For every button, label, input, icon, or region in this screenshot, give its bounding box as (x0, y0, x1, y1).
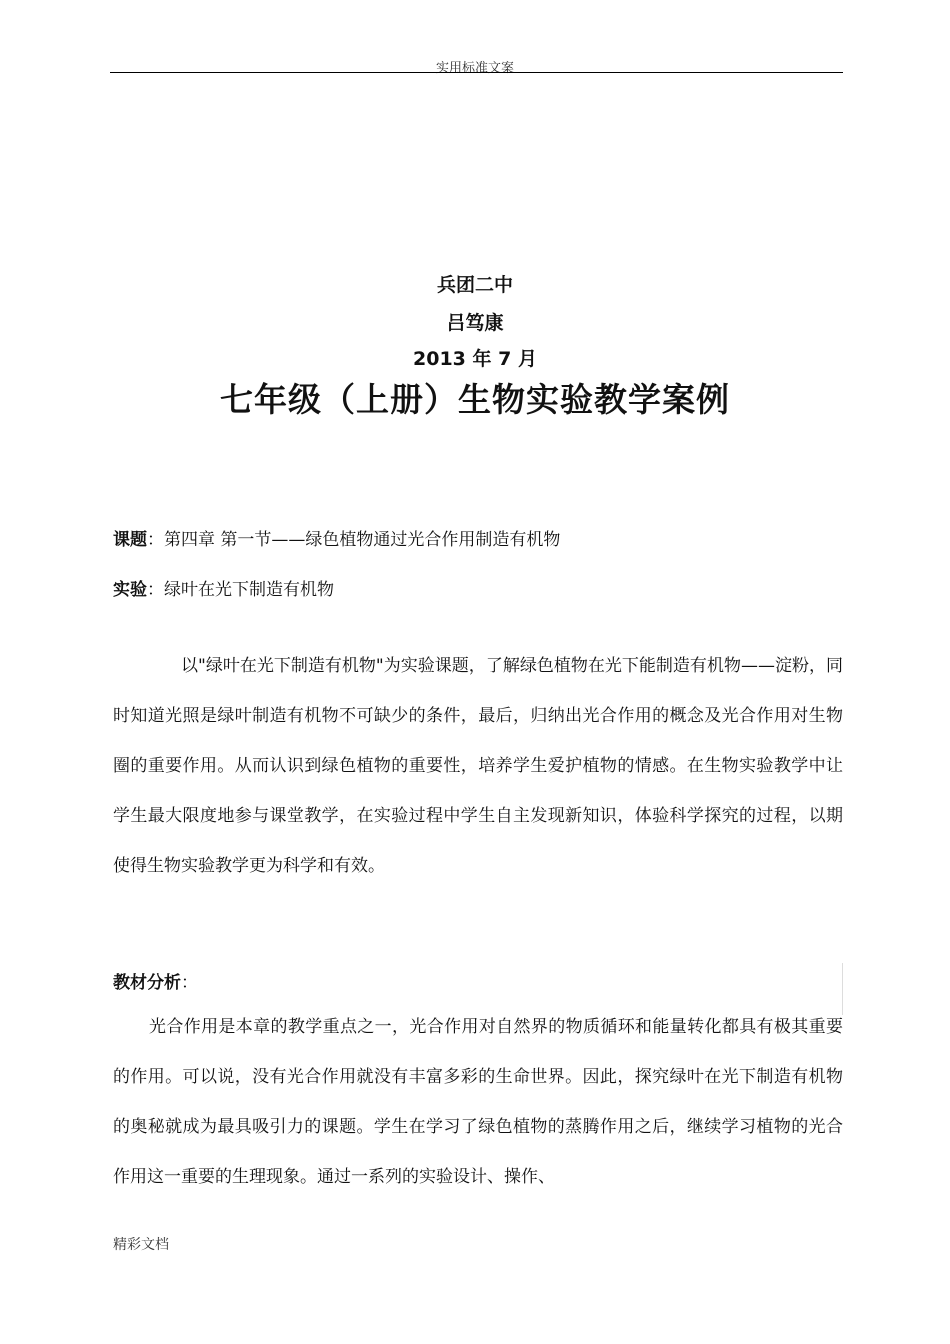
analysis-label: 教材分析 (113, 973, 181, 993)
experiment-line (113, 575, 334, 600)
analysis-heading (113, 968, 198, 993)
document-title: 七年级（上册）生物实验教学案例 (220, 380, 730, 419)
experiment-value: 绿叶在光下制造有机物 (164, 580, 334, 600)
page-header: 实用标准文案 (435, 61, 514, 76)
analysis-separator: ： (181, 973, 198, 993)
page-footer: 精彩文档 (113, 1237, 169, 1253)
subject-value: 第四章 第一节——绿色植物通过光合作用制造有机物 (164, 530, 561, 550)
analysis-paragraph: 光合作用是本章的教学重点之一，光合作用对自然界的物质循环和能量转化都具有极其重要的作用。可以说，没有光合作用就没有丰富多彩的生命世界。因此，探究绿叶在光下制造有机物的奥秘就成为最具吸引力的课题。学生在学习了绿色植物的蒸腾作用之后，继续学习植物的光合作用这一重要的生理现象。通过一系列的实验设计、操作、 (113, 1017, 843, 1187)
subject-line (113, 525, 560, 550)
subject-label: 课题 (113, 530, 147, 550)
header-rule (110, 72, 843, 73)
intro-paragraph: 以"绿叶在光下制造有机物"为实验课题，了解绿色植物在光下能制造有机物——淀粉，同时知道光照是绿叶制造有机物不可缺少的条件，最后，归纳出光合作用的概念及光合作用对生物圈的重要作用。从而认识到绿色植物的重要性，培养学生爱护植物的情感。在生物实验教学中让学生最大限度地参与课堂教学，在实验过程中学生自主发现新知识，体验科学探究的过程，以期使得生物实验教学更为科学和有效。 (113, 656, 843, 876)
school-name: 兵团二中 (436, 274, 513, 296)
author-name: 吕笃康 (446, 312, 504, 334)
subject-separator: ： (147, 530, 164, 550)
experiment-separator: ： (147, 580, 164, 600)
experiment-label: 实验 (113, 580, 147, 600)
document-date: 2013 年 7 月 (413, 348, 537, 370)
